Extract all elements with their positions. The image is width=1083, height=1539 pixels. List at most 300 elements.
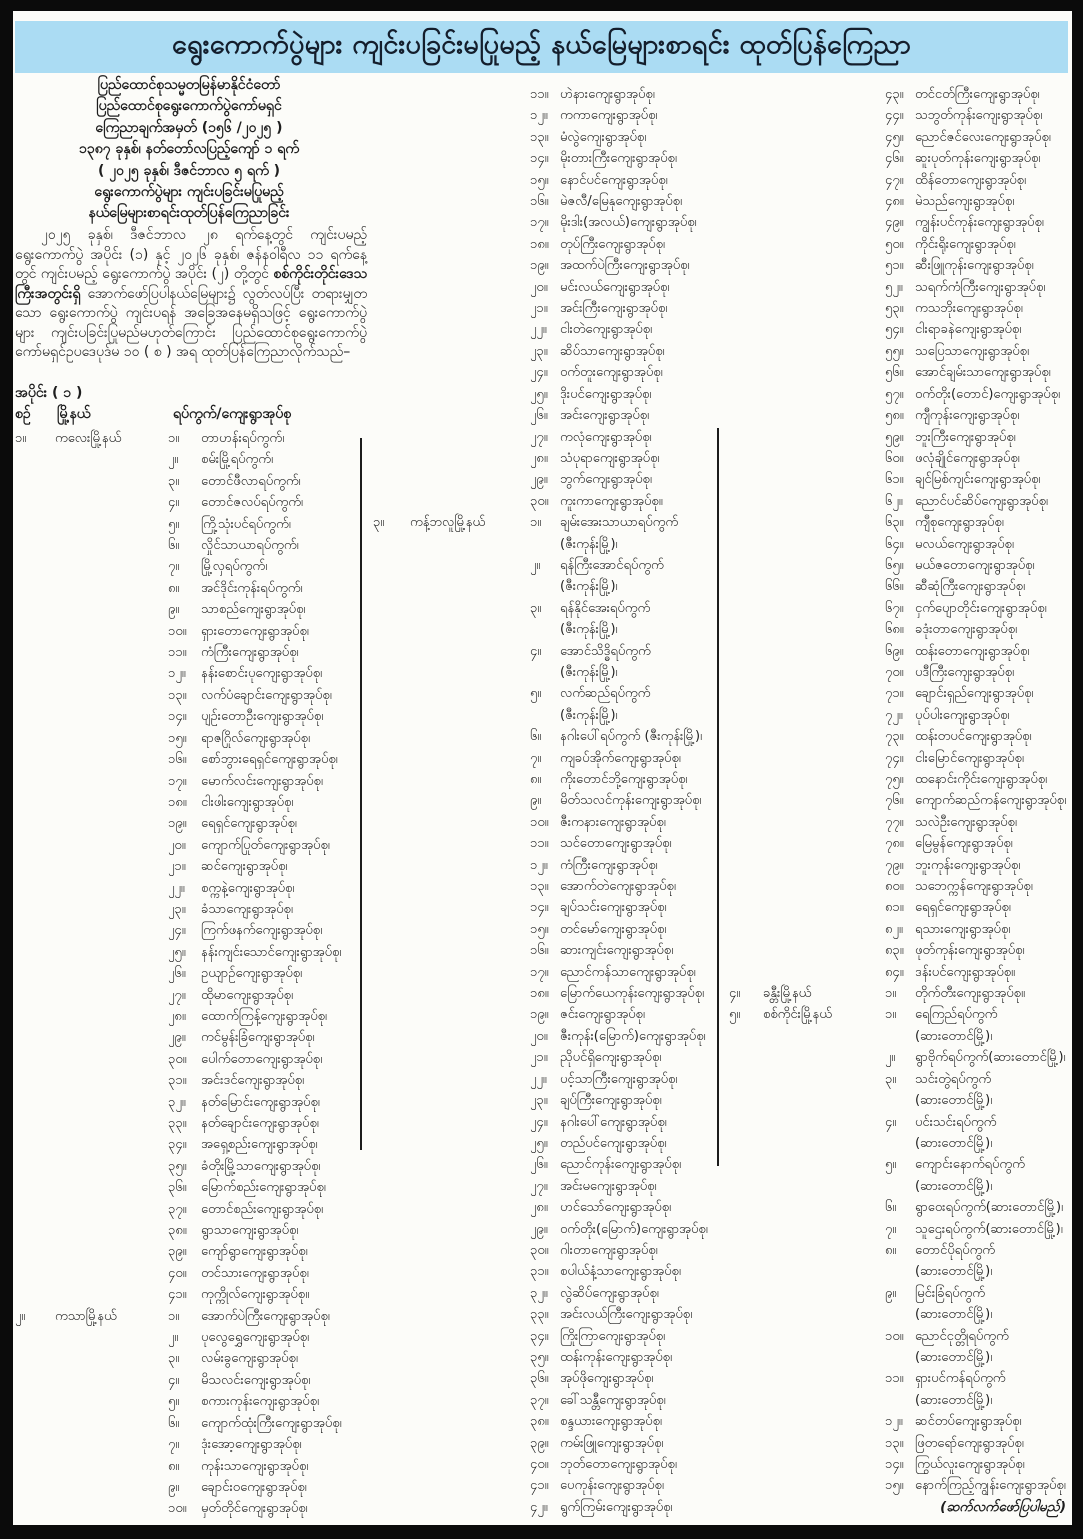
table-row: [362, 555, 717, 598]
table-row: [362, 1026, 717, 1047]
item-serial: ၄။: [885, 1114, 897, 1130]
item-serial: ၆။: [168, 538, 180, 554]
table-row: [15, 1092, 362, 1113]
item-serial: ၄။: [530, 643, 542, 659]
table-row: [718, 940, 1070, 961]
table-row: [15, 1199, 362, 1220]
ward-item: [168, 1498, 362, 1519]
item-serial: ၃၈။: [168, 1223, 187, 1239]
item-text: ကင်မွန်းခြံကျေးရွာအုပ်စု၊: [201, 1030, 315, 1046]
table-row: [15, 621, 362, 642]
table-row: [362, 405, 717, 426]
item-text: ပျဉ်းတောဦးကျေးရွာအုပ်စု၊: [201, 709, 324, 725]
table-row: [718, 170, 1070, 191]
ward-item: [885, 234, 1070, 255]
item-serial: ၇၆။: [885, 793, 904, 809]
item-serial: ၇၉။: [885, 857, 904, 873]
item-text: ကိုင်းရိုးကျေးရွာအုပ်စု၊: [915, 236, 1016, 252]
table-row: [718, 362, 1070, 383]
table-row: [15, 1027, 362, 1048]
masthead-line: ကြေညာချက်အမှတ် (၁၅၆ /၂၀၂၅ ): [95, 119, 283, 136]
table-row: [718, 448, 1070, 469]
ward-item: [168, 1306, 362, 1327]
item-serial: ၄၀။: [168, 1265, 187, 1281]
ward-item: [885, 1433, 1070, 1454]
ward-item: [885, 1004, 1070, 1047]
item-serial: ၃။: [530, 600, 542, 616]
item-text: ညောင်ဇင်လေးကျေးရွာအုပ်စု၊: [915, 129, 1051, 145]
table-row: [362, 1240, 717, 1261]
item-text: အရှေ့စည်းကျေးရွာအုပ်စု၊: [201, 1137, 318, 1153]
table-row: [718, 512, 1070, 533]
table-row: [362, 1497, 717, 1518]
township-name: ခန္တီးမြို့နယ်: [763, 986, 812, 1002]
header-ward: ရပ်ကွက်/ကျေးရွာအုပ်စု: [173, 406, 292, 422]
item-text: ဆင်တပ်ကျေးရွာအုပ်စု၊: [915, 1414, 1022, 1430]
ward-item: [530, 876, 717, 897]
ward-item: [530, 683, 717, 726]
item-text: ချပ်သင်းကျေးရွာအုပ်စု၊: [560, 900, 667, 916]
ward-item: [530, 1347, 717, 1368]
table-row: [15, 492, 362, 513]
item-serial: ၉။: [168, 1479, 180, 1495]
table-row: [718, 855, 1070, 876]
table-row: [15, 578, 362, 599]
ward-item: [885, 255, 1070, 276]
ward-item: [530, 748, 717, 769]
item-serial: ၃၄။: [168, 1137, 187, 1153]
table-row: [362, 1283, 717, 1304]
ward-item: [530, 1047, 717, 1068]
ward-item: [530, 1219, 717, 1240]
table-row: [718, 319, 1070, 340]
table-row: [15, 514, 362, 535]
item-serial: ၃၇။: [530, 1392, 549, 1408]
table-row: [15, 749, 362, 770]
item-serial: ၁။: [530, 515, 542, 531]
item-text: ရေရှင်ကျေးရွာအုပ်စု၊: [915, 900, 1011, 916]
township-serial: ၁။: [15, 431, 27, 446]
item-serial: ၆။: [168, 1415, 180, 1431]
item-text: ကမ်းဖြူကျေးရွာအုပ်စု၊: [560, 1435, 664, 1451]
ward-item: [885, 191, 1070, 212]
table-row: [362, 1133, 717, 1154]
item-text: ပဒီကြီးကျေးရွာအုပ်စု၊: [915, 664, 1015, 680]
item-text: နောင်ပင်ကျေးရွာအုပ်စု၊: [560, 172, 668, 188]
ward-item: [530, 1475, 717, 1496]
table-row: [362, 1347, 717, 1368]
header-township: မြို့နယ်: [57, 406, 91, 422]
item-text: ထန်းတပင်ကျေးရွာအုပ်စု၊: [915, 729, 1032, 745]
ward-item: [168, 813, 362, 834]
ward-item: [168, 899, 362, 920]
item-text: ထန်းတောကျေးရွာအုပ်စု၊: [915, 643, 1030, 659]
table-row: [15, 963, 362, 984]
page-content: [13, 11, 1072, 1525]
item-serial: ၁၉။: [530, 258, 549, 274]
table-header: [15, 404, 365, 425]
table-row: [362, 212, 717, 233]
table-row: [718, 1004, 1070, 1047]
table-row: [718, 491, 1070, 512]
item-serial: ၉။: [168, 602, 180, 618]
item-serial: ၁၀။: [168, 1501, 187, 1517]
item-serial: ၁၀။: [168, 623, 187, 639]
item-text: ဖုတ်ကုန်းကျေးရွာအုပ်စု၊: [915, 943, 1025, 959]
ward-item: [530, 1390, 717, 1411]
item-serial: ၁၉။: [168, 816, 187, 832]
item-serial: ၄၄။: [885, 108, 904, 124]
ward-item: [885, 940, 1070, 961]
table-row: [15, 878, 362, 899]
table-row: [362, 127, 717, 148]
table-row: [15, 1477, 362, 1498]
item-text: ငါးတဲကျေးရွာအုပ်စု၊: [560, 322, 653, 338]
item-text-line2: (ဇီးကုန်းမြို့)၊: [560, 622, 618, 638]
table-row: [15, 706, 362, 727]
item-serial: ၇၂။: [885, 707, 903, 723]
item-text: ဖလုံချိုင်ကျေးရွာအုပ်စု၊: [915, 450, 1020, 466]
header-serial: စဉ်: [15, 406, 31, 422]
item-text: အုပ်ဖိုကျေးရွာအုပ်စု၊: [560, 1371, 654, 1387]
item-serial: ၅၇။: [885, 386, 904, 402]
table-row: [362, 855, 717, 876]
item-serial: ၄၉။: [885, 215, 904, 231]
item-serial: ၇၀။: [885, 664, 904, 680]
masthead-line: ပြည်ထောင်စုသမ္မတမြန်မာနိုင်ငံတော်: [97, 77, 281, 93]
table-row: [15, 599, 362, 620]
item-serial: ၅၉။: [885, 429, 904, 445]
intro-paragraph: [15, 226, 367, 363]
ward-item: [530, 1497, 717, 1518]
item-text: နန်းကျင်းသောင်ကျေးရွာအုပ်စု၊: [201, 944, 342, 960]
ward-item: [530, 1004, 717, 1025]
item-serial: ၂၇။: [168, 987, 186, 1003]
item-serial: ၁၇။: [168, 773, 187, 789]
ward-item: [168, 1070, 362, 1091]
table-row: [362, 1047, 717, 1068]
table-row: [15, 1220, 362, 1241]
item-serial: ၁၄။: [530, 151, 549, 167]
item-serial: ၄၅။: [885, 129, 904, 145]
item-text: ရှားတောကျေးရွာအုပ်စု၊: [201, 623, 309, 639]
item-serial: ၁။: [885, 1007, 897, 1023]
item-serial: ၅၈။: [885, 408, 904, 424]
item-serial: ၆၃။: [885, 515, 904, 531]
item-serial: ၆၁။: [885, 472, 904, 488]
item-text: ဂါးတာကျေးရွာအုပ်စု၊: [560, 1242, 658, 1258]
table-row: [718, 1283, 1070, 1326]
item-text: သာစည်ကျေးရွာအုပ်စု၊: [201, 602, 306, 618]
table-row: [718, 234, 1070, 255]
item-text: သလဲဦးကျေးရွာအုပ်စု၊: [915, 814, 1017, 830]
item-serial: ၂။: [168, 452, 179, 468]
item-text: သပြေသာကျေးရွာအုပ်စု၊: [915, 343, 1030, 359]
ward-item: [168, 1092, 362, 1113]
item-text: ငှက်ပျောတိုင်းကျေးရွာအုပ်စု၊: [915, 600, 1047, 616]
ward-item: [168, 1049, 362, 1070]
item-text: မြို့လှရပ်ကွက်၊: [201, 559, 268, 575]
table-row: [718, 534, 1070, 555]
table-row: [718, 726, 1070, 747]
item-text: မိုးတားကြီးကျေးရွာအုပ်စု၊: [560, 151, 677, 167]
table-row: [362, 105, 717, 126]
item-text: ကံကြီးကျေးရွာအုပ်စု၊: [201, 645, 299, 661]
item-text-line2: (ဆားတောင်မြို့)၊: [915, 1093, 993, 1109]
item-text: ညောင်ပင်ဆိပ်ကျေးရွာအုပ်စု၊: [915, 493, 1048, 509]
table-row: [718, 212, 1070, 233]
item-serial: ၈၃။: [885, 943, 904, 959]
table-row: [15, 1070, 362, 1091]
column-divider-right: [717, 428, 719, 1166]
item-text: ချောင်းဝကျေးရွာအုပ်စု၊: [201, 1479, 307, 1495]
ward-item: [885, 641, 1070, 662]
item-text: ဟဲနားကျေးရွာအုပ်စု၊: [560, 87, 655, 102]
ward-item: [168, 1134, 362, 1155]
ward-item: [530, 170, 717, 191]
item-serial: ၁၅။: [885, 1478, 904, 1494]
item-serial: ၂၉။: [530, 1221, 548, 1237]
item-text: သဘေက္ကန်ကျေးရွာအုပ်စု၊: [915, 879, 1033, 895]
table-row: [718, 769, 1070, 790]
item-serial: ၃၈။: [530, 1414, 549, 1430]
table-row: [15, 1391, 362, 1412]
item-text: တင်ငတ်ကြီးကျေးရွာအုပ်စု၊: [915, 87, 1040, 102]
item-text: ရေကြည်ရပ်ကွက် (ဆားတောင်မြို့)၊: [915, 1004, 1070, 1047]
item-text: စကားကုန်းကျေးရွာအုပ်စု၊: [201, 1394, 320, 1410]
table-row: [362, 234, 717, 255]
table-row: [362, 1154, 717, 1175]
ward-item: [530, 1090, 717, 1111]
item-text: ကြို့သုံးပင်ရပ်ကွက်၊: [201, 516, 291, 532]
item-serial: ၆၂။: [885, 493, 903, 509]
ward-item: [168, 878, 362, 899]
table-row: [362, 1390, 717, 1411]
item-serial: ၂။: [885, 1050, 896, 1066]
item-text: ပင်းသင်းရပ်ကွက် (ဆားတောင်မြို့)၊: [915, 1112, 1070, 1155]
ward-item: [530, 919, 717, 940]
masthead-line: ၁၃၈၇ ခုနှစ်၊ နတ်တော်လပြည့်ကျော် ၁ ရက်: [78, 141, 300, 158]
intro-text-1: ၂၀၂၅ ခုနှစ်၊ ဒီဇင်ဘာလ ၂၈ ရက်နေ့တွင် ကျင်းပမည့် ရွေးကောက်ပွဲ အပိုင်း (၁) နှင့် ၂၀၂၆ ခုနှစ်၊ ဇန်နဝါရီလ ၁၁ ရက်နေ့တွင် ကျင်းပမည့် ရွေးကောက်ပွဲ အပိုင်း (၂) တို့တွင်: [15, 227, 367, 282]
item-text: မြောက်ယေကုန်းကျေးရွာအုပ်စု၊: [560, 986, 705, 1002]
item-serial: ၉။: [530, 793, 542, 809]
item-text-line2: (ဆားတောင်မြို့)၊: [915, 1178, 993, 1194]
ward-item: [168, 835, 362, 856]
table-row: [362, 1454, 717, 1475]
table-row: [15, 471, 362, 492]
intro-text-bold: စစ်ကိုင်းတိုင်းဒေသကြီးအတွင်းရှိ: [15, 266, 367, 302]
table-row: [718, 897, 1070, 918]
ward-item: [885, 983, 1070, 1004]
item-text: အင်ဒိုင်းကုန်းရပ်ကွက်၊: [201, 580, 303, 596]
item-text: တိုက်တီးကျေးရွာအုပ်စု။: [915, 986, 1025, 1002]
ward-item: [530, 191, 717, 212]
item-serial: ၃။: [168, 473, 180, 489]
ward-item: [885, 427, 1070, 448]
item-serial: ၆၆။: [885, 579, 904, 595]
ward-item: [885, 576, 1070, 597]
table-row: [362, 255, 717, 276]
item-text-line2: (ဇီးကုန်းမြို့)၊: [560, 707, 618, 723]
ward-item: [168, 985, 362, 1006]
item-serial: ၁၅။: [530, 921, 549, 937]
ward-item: [885, 833, 1070, 854]
ward-item: [885, 1047, 1070, 1068]
item-serial: ၃၀။: [530, 1242, 549, 1258]
item-text: တောင်ဖီလာရပ်ကွက်၊: [201, 473, 301, 489]
item-text: တောင်ပိုရပ်ကွက် (ဆားတောင်မြို့)၊: [915, 1240, 1070, 1283]
ward-item: [168, 449, 362, 470]
item-text: ကိုးတောင်ဘို့ကျေးရွာအုပ်စု၊: [560, 772, 688, 787]
item-text: ဆင်ကျေးရွာအုပ်စု၊: [201, 859, 288, 875]
item-serial: ၇။: [168, 1437, 180, 1453]
item-serial: ၂၃။: [530, 343, 548, 359]
ward-item: [885, 127, 1070, 148]
item-text: ရွာဝေးရပ်ကွက်(ဆားတောင်မြို့)၊: [915, 1200, 1064, 1216]
table-row: [718, 84, 1070, 105]
item-text: ရာဇဂြိုလ်ကျေးရွာအုပ်စု၊: [201, 730, 311, 746]
table-row: [718, 277, 1070, 298]
item-serial: ၅၆။: [885, 365, 904, 381]
table-row: [362, 170, 717, 191]
ward-item: [530, 1176, 717, 1197]
table-row: [362, 448, 717, 469]
township-name: ကလေးမြို့နယ်: [55, 431, 122, 446]
table-row: [15, 1498, 362, 1519]
ward-item: [885, 298, 1070, 319]
township-serial: ၃။: [373, 515, 385, 531]
table-row: [362, 748, 717, 769]
table-row: [15, 1284, 362, 1305]
item-serial: ၃၆။: [530, 1371, 549, 1387]
ward-item: [168, 642, 362, 663]
ward-item: [885, 148, 1070, 169]
item-text: ကုန်းသာကျေးရွာအုပ်စု၊: [201, 1458, 309, 1474]
ward-item: [530, 833, 717, 854]
item-text: ညောင်ကုန်းကျေးရွာအုပ်စု၊: [560, 1157, 682, 1173]
ward-item: [885, 619, 1070, 640]
ward-item: [885, 491, 1070, 512]
item-serial: ၁၃။: [530, 879, 549, 895]
table-row: [362, 341, 717, 362]
item-serial: ၃၀။: [168, 1051, 187, 1067]
item-text: ဘူးကုန်းကျေးရွာအုပ်စု၊: [915, 857, 1021, 873]
ward-item: [530, 1133, 717, 1154]
item-text: ဝက်တိုး(တောင်)ကျေးရွာအုပ်စု၊: [915, 386, 1061, 402]
item-serial: ၂၁။: [168, 859, 186, 875]
ward-item: [168, 856, 362, 877]
item-text-line2: (ဆားတောင်မြို့)၊: [915, 1264, 993, 1280]
item-text: မဲသည်ကျေးရွာအုပ်စု၊: [915, 194, 1015, 210]
item-text: မြောက်စည်းကျေးရွာအုပ်စု၊: [201, 1180, 326, 1196]
item-text: ငါးမြောင်ကျေးရွာအုပ်စု၊: [915, 750, 1024, 766]
table-row: [718, 191, 1070, 212]
ward-item: [885, 384, 1070, 405]
item-text: မှတ်တိုင်ကျေးရွာအုပ်စု၊: [201, 1501, 308, 1517]
table-row: [362, 726, 717, 747]
ward-item: [168, 1284, 362, 1305]
table-row: [362, 1475, 717, 1496]
ward-item: [168, 471, 362, 492]
item-serial: ၅၂။: [885, 279, 903, 295]
table-row: [718, 1368, 1070, 1411]
table-row: [718, 1475, 1070, 1496]
item-serial: ၆၄။: [885, 536, 904, 552]
table-row: [15, 685, 362, 706]
item-text: ရွာဗိုက်ရပ်ကွက်(ဆားတောင်မြို့)၊: [915, 1050, 1066, 1066]
list-column-3: [718, 84, 1070, 1518]
ward-item: [530, 1240, 717, 1261]
ward-item: [885, 1454, 1070, 1475]
item-text: ကျီကုန်းကျေးရွာအုပ်စု၊: [915, 408, 1020, 424]
item-text: ပုလွေရွှေကျေးရွာအုပ်စု၊: [201, 1330, 310, 1346]
ward-item: [530, 1304, 717, 1325]
ward-item: [530, 105, 717, 126]
item-text-line2: (ဆားတောင်မြို့)၊: [915, 1135, 993, 1151]
ward-item: [530, 277, 717, 298]
item-text: မောက်လင်းကျေးရွာအုပ်စု၊: [201, 773, 323, 789]
table-row: [15, 1241, 362, 1262]
ward-item: [168, 535, 362, 556]
item-text: ကျောင်းနောက်ရပ်ကွက် (ဆားတောင်မြို့)၊: [915, 1154, 1070, 1197]
table-row: [362, 683, 717, 726]
table-row: [15, 556, 362, 577]
item-serial: ၂၄။: [168, 923, 186, 939]
item-serial: ၂၂။: [530, 1071, 547, 1087]
item-text: တုပ်ကြီးကျေးရွာအုပ်စု၊: [560, 236, 665, 252]
item-text: ကုက္ကိုလ်ကျေးရွာအုပ်စု။: [201, 1287, 310, 1303]
item-serial: ၆၇။: [885, 600, 904, 616]
item-text: ကူးကာကျေးရွာအုပ်စု။: [560, 493, 663, 509]
item-serial: ၅၀။: [885, 236, 904, 252]
table-row: [362, 1219, 717, 1240]
table-row: [718, 748, 1070, 769]
item-text-line2: (ဆားတောင်မြို့)၊: [915, 1028, 993, 1044]
ward-item: [885, 598, 1070, 619]
ward-item: [885, 534, 1070, 555]
ward-item: [885, 1368, 1070, 1411]
ward-item: [885, 1411, 1070, 1432]
item-serial: ၁၂။: [885, 1414, 903, 1430]
item-serial: ၂၅။: [530, 1135, 548, 1151]
item-text: ငါးရာခနဲကျေးရွာအုပ်စု၊: [915, 322, 1022, 338]
item-text: ပင့်သာကြီးကျေးရွာအုပ်စု၊: [560, 1071, 678, 1087]
item-serial: ၃၀။: [530, 493, 549, 509]
item-text-line2: (ဇီးကုန်းမြို့)၊: [560, 536, 618, 552]
table-row: [362, 940, 717, 961]
table-row: [718, 1047, 1070, 1068]
item-text: ကျောက်ပြုတ်ကျေးရွာအုပ်စု၊: [201, 837, 330, 853]
ward-item: [885, 105, 1070, 126]
table-row: [362, 790, 717, 811]
ward-item: [530, 319, 717, 340]
table-row: [15, 920, 362, 941]
ward-item: [530, 1261, 717, 1282]
item-serial: ၃၆။: [168, 1180, 187, 1196]
ward-item: [530, 84, 717, 105]
table-row: [15, 1348, 362, 1369]
item-text: ကြိုးကြာကျေးရွာအုပ်စု၊: [560, 1328, 666, 1344]
item-text: မင်းလယ်ကျေးရွာအုပ်စု၊: [560, 279, 670, 295]
table-row: [362, 148, 717, 169]
item-text: အင်းကျေးရွာအုပ်စု၊: [560, 408, 650, 424]
item-text: အထက်ပဲကြီးကျေးရွာအုပ်စု၊: [560, 258, 690, 274]
ward-item: [168, 1456, 362, 1477]
item-serial: ၂။: [530, 557, 541, 573]
ward-item: [168, 749, 362, 770]
ward-item: [168, 1220, 362, 1241]
table-row: [718, 341, 1070, 362]
